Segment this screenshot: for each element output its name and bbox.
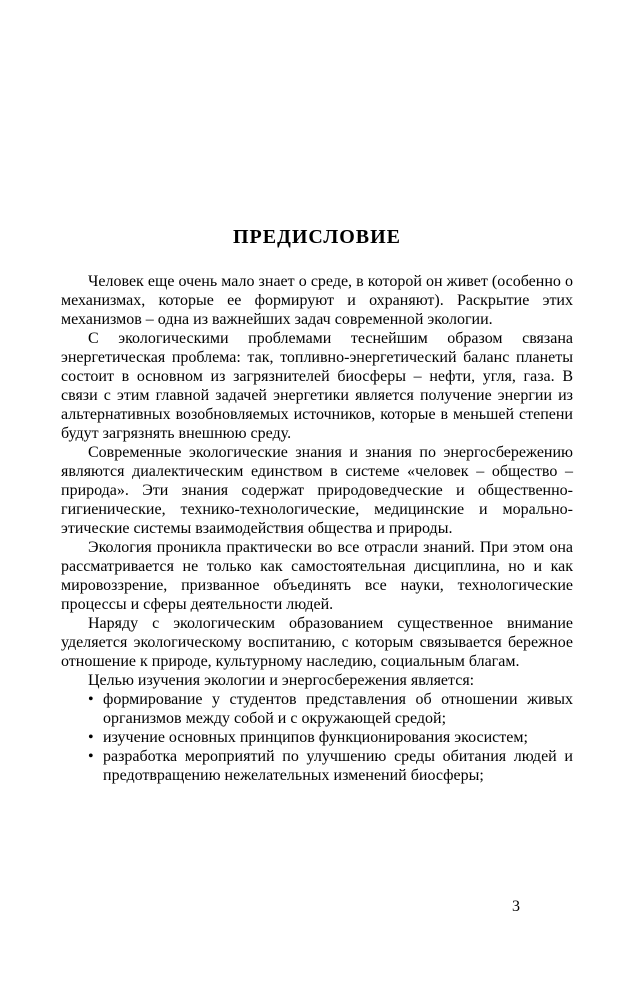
list-item-text: разработка мероприятий по улучшению среды обитания людей и предотвращению нежелательных изменений биосферы;: [103, 748, 573, 784]
goals-list: [61, 690, 573, 785]
list-item-text: изучение основных принципов функционирования экосистем;: [103, 729, 528, 746]
list-item: [61, 728, 573, 747]
bullet-icon: •: [88, 748, 94, 765]
paragraph-ecology-knowledge: Современные экологические знания и знания по энергосбережению являются диалектическим единством в системе «человек – общество – природа». Эти знания содержат природоведческие и общественно-гигиенические, технико-технологические, медицинские и морально-этические системы взаимодействия общества и природы.: [61, 444, 573, 537]
list-item: [61, 690, 573, 728]
paragraph-ecology-discipline: Экология проникла практически во все отрасли знаний. При этом она рассматривается не только как самостоятельная дисциплина, но и как мировоззрение, призванное объединять все науки, технологические процессы и сферы деятельности людей.: [61, 539, 573, 613]
list-item-text: формирование у студентов представления об отношении живых организмов между собой и с окружающей средой;: [103, 691, 573, 727]
body-text: [61, 272, 573, 785]
list-item: [61, 747, 573, 785]
page-number: 3: [512, 898, 520, 915]
paragraph-goals-lead: Целью изучения экологии и энергосбережения является:: [88, 672, 475, 689]
bullet-icon: •: [88, 691, 94, 708]
page-title: ПРЕДИСЛОВИЕ: [232, 226, 402, 248]
bullet-icon: •: [88, 729, 94, 746]
paragraph-energy-problem: С экологическими проблемами теснейшим образом связана энергетическая проблема: так, топливно-энергетический баланс планеты состоит в основном из загрязнителей биосферы – нефти, угля, газа. В связи с этим главной задачей энергетики является получение энергии из альтернативных возобновляемых источников, которые в меньшей степени будут загрязнять внешнюю среду.: [61, 330, 573, 442]
text-block: [61, 226, 573, 785]
paragraph-intro: Человек еще очень мало знает о среде, в которой он живет (особенно о механизмах, которые ее формируют и охраняют). Раскрытие этих механизмов – одна из важнейших задач современной экологии.: [61, 273, 573, 328]
paragraph-ecology-education: Наряду с экологическим образованием существенное внимание уделяется экологическому воспитанию, с которым связывается бережное отношение к природе, культурному наследию, социальным благам.: [61, 615, 573, 670]
